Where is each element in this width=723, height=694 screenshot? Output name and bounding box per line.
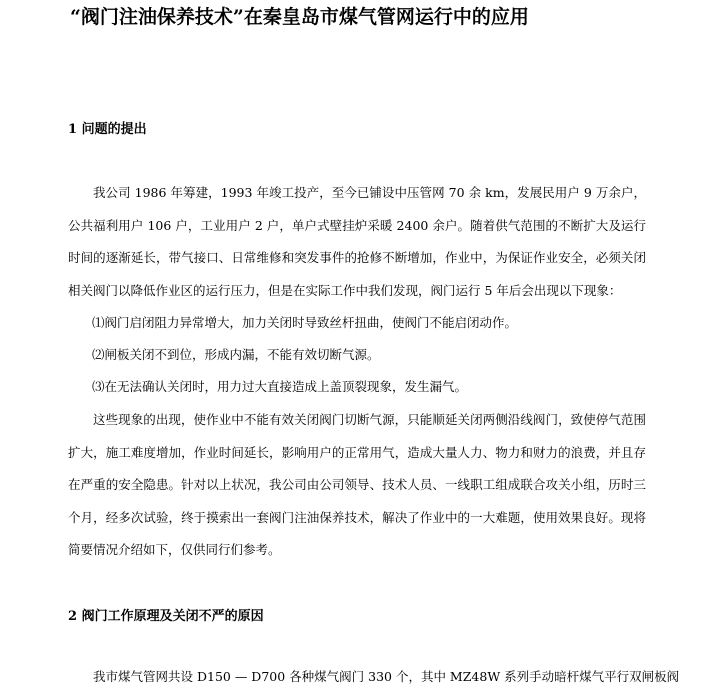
section-heading-1: 1 问题的提出	[68, 122, 147, 137]
section-heading-2: 2 阀门工作原理及关闭不严的原因	[68, 609, 264, 624]
section1-paragraph-2: 这些现象的出现，使作业中不能有效关闭阀门切断气源，只能顺延关闭两侧沿线阀门，致使停气范围扩大，施工难度增加，作业时间延长，影响用户的正常用气，造成大量人力、物力和财力的浪费，并且存在严重的安全隐患。针对以上状况，我公司由公司领导、技术人员、一线职工组成联合攻关小组，历时三个月，经多次试验，终于摸索出一套阀门注油保养技术，解决了作业中的一大难题，使用效果良好。现将简要情况介绍如下，仅供同行们参考。	[68, 412, 646, 558]
list-item: ⑶在无法确认关闭时，用力过大直接造成上盖顶裂现象，发生漏气。	[92, 379, 468, 394]
section2-paragraph-1: 我市煤气管网共设 D150 — D700 各种煤气阀门 330 个，其中 MZ48W 系列手动暗杆煤气平行双闸板阀	[93, 669, 680, 684]
list-item: ⑵闸板关闭不到位，形成内漏，不能有效切断气源。	[92, 347, 380, 362]
section1-paragraph-1: 我公司 1986 年筹建，1993 年竣工投产，至今已铺设中压管网 70 余 km，发展民用户 9 万余户，公共福利用户 106 户，工业用户 2 户，单户式壁挂炉采暖 2400 余户。随着供气范围的不断扩大及运行时间的逐渐延长，带气接口、日常维修和突发事件的抢修不断增加，作业中，为保证作业安全，必须关闭相关阀门以降低作业区的运行压力，但是在实际工作中我们发现，阀门运行 5 年后会出现以下现象：	[68, 185, 646, 298]
list-item: ⑴阀门启闭阻力异常增大，加力关闭时导致丝杆扭曲，使阀门不能启闭动作。	[92, 315, 518, 330]
document-title: “阀门注油保养技术”在秦皇岛市煤气管网运行中的应用	[70, 6, 529, 28]
